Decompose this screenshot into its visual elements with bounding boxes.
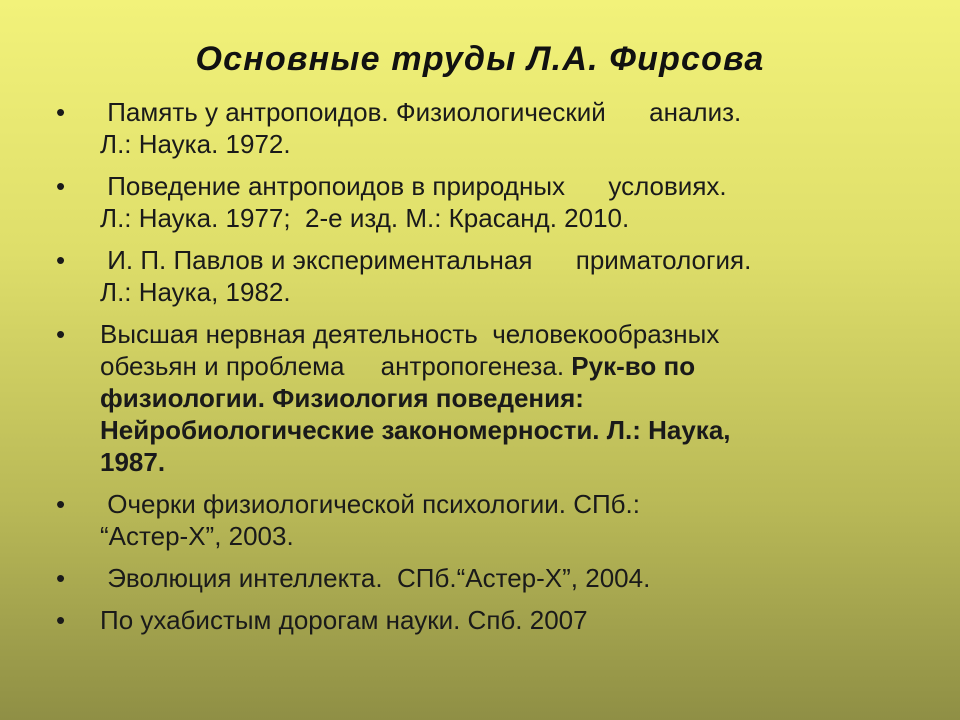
item-text-plain: обезьян и проблема антропогенеза. xyxy=(100,351,572,381)
item-line: Эволюция интеллекта. СПб.“Астер-Х”, 2004. xyxy=(100,563,651,593)
list-item xyxy=(56,244,906,308)
item-line: Л.: Наука. 1972. xyxy=(100,129,291,159)
list-item xyxy=(56,562,906,594)
item-line: физиологии. Физиология поведения: xyxy=(100,383,584,413)
list-item xyxy=(56,604,906,636)
item-line: Высшая нервная деятельность человекообразных xyxy=(100,319,720,349)
item-line: Память у антропоидов. Физиологический анализ. xyxy=(100,97,742,127)
list-item xyxy=(56,488,906,552)
bullet-icon: • xyxy=(56,97,66,127)
list-item xyxy=(56,170,906,234)
item-text-bold: Рук-во по xyxy=(571,351,696,381)
item-line: 1987. xyxy=(100,447,166,477)
item-line: Очерки физиологической психологии. СПб.: xyxy=(100,489,640,519)
bullet-icon: • xyxy=(56,489,66,519)
item-line: Поведение антропоидов в природных условиях. xyxy=(100,171,727,201)
works-list xyxy=(56,96,906,646)
item-line: Л.: Наука. 1977; 2-е изд. М.: Красанд. 2010. xyxy=(100,203,630,233)
item-line: По ухабистым дорогам науки. Спб. 2007 xyxy=(100,605,588,635)
item-line: Нейробиологические закономерности. Л.: Наука, xyxy=(100,415,731,445)
list-item xyxy=(56,318,906,478)
bullet-icon: • xyxy=(56,319,66,349)
item-line: “Астер-Х”, 2003. xyxy=(100,521,294,551)
bullet-icon: • xyxy=(56,563,66,593)
bullet-icon: • xyxy=(56,605,66,635)
item-line-mixed xyxy=(100,350,906,382)
item-line: Л.: Наука, 1982. xyxy=(100,277,291,307)
slide-title: Основные труды Л.А. Фирсова xyxy=(195,40,765,78)
item-line: И. П. Павлов и экспериментальная приматология. xyxy=(100,245,752,275)
bullet-icon: • xyxy=(56,245,66,275)
list-item xyxy=(56,96,906,160)
bullet-icon: • xyxy=(56,171,66,201)
